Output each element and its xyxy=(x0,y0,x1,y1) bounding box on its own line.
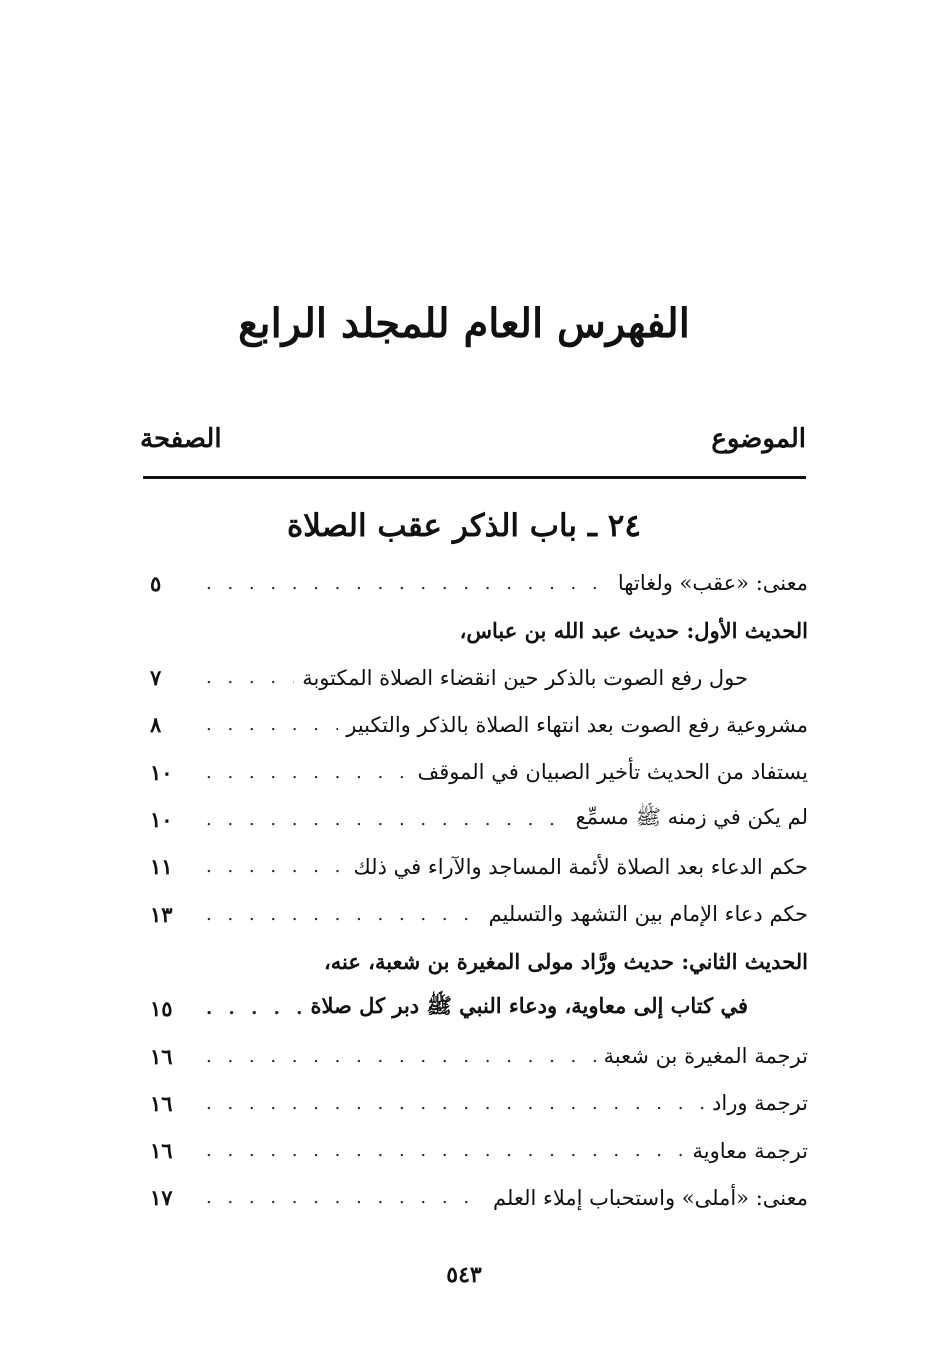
page-title: الفهرس العام للمجلد الرابع xyxy=(238,300,690,347)
toc-entry-page: ٧ xyxy=(150,665,162,691)
toc-entry-page: ١١ xyxy=(150,854,173,880)
toc-dot-leader xyxy=(206,809,568,830)
toc-entry-page: ١٧ xyxy=(150,1185,173,1211)
toc-entry-topic: لم يكن في زمنه ﷺ مسمِّع xyxy=(575,805,808,829)
column-header-page: الصفحة xyxy=(140,424,222,454)
toc-entry-topic: معنى: «عقب» ولغاتها xyxy=(617,571,808,595)
toc-dot-leader xyxy=(206,904,481,925)
toc-entry-topic: ترجمة المغيرة بن شعبة xyxy=(603,1044,808,1068)
toc-entry-topic: حول رفع الصوت بالذكر حين انقضاء الصلاة المكتوبة xyxy=(302,665,748,690)
toc-dot-leader xyxy=(206,1187,485,1208)
toc-entry xyxy=(150,1037,808,1075)
toc-entry xyxy=(150,564,808,602)
toc-dot-leader xyxy=(206,1140,684,1161)
toc-entry xyxy=(150,848,808,886)
toc-entry-page: ١٠ xyxy=(150,807,173,832)
toc-entry xyxy=(150,706,808,744)
toc-dot-leader xyxy=(206,1093,704,1114)
toc-entry-topic: معنى: «أملى» واستحباب إملاء العلم xyxy=(493,1185,808,1210)
toc-entry-topic: الحديث الثاني: حديث ورَّاد مولى المغيرة بن شعبة، عنه، xyxy=(323,948,808,974)
toc-entry-page: ١٦ xyxy=(150,1138,173,1164)
toc-entry-page: ٨ xyxy=(150,712,162,738)
toc-entry xyxy=(150,1179,808,1217)
toc-dot-leader xyxy=(206,998,302,1019)
toc-entry-page: ١٦ xyxy=(150,1043,173,1069)
toc-entry xyxy=(150,801,808,839)
toc-entry xyxy=(150,990,808,1028)
toc-entry xyxy=(150,611,808,649)
toc-entry-topic: حكم دعاء الإمام بين التشهد والتسليم xyxy=(488,902,808,927)
toc-entry-page: ٥ xyxy=(150,570,162,596)
toc-entry-page: ١٠ xyxy=(150,759,173,785)
toc-dot-leader xyxy=(206,573,610,594)
toc-entry-topic: الحديث الأول: حديث عبد الله بن عباس، xyxy=(459,617,808,643)
column-header-topic: الموضوع xyxy=(711,424,806,454)
toc-dot-leader xyxy=(206,714,338,735)
toc-entry xyxy=(150,1132,808,1170)
toc-entry-page: ١٥ xyxy=(150,996,173,1022)
toc-entry-topic: ترجمة وراد xyxy=(712,1091,808,1116)
toc-entry-page: ١٣ xyxy=(150,901,173,927)
toc-entry xyxy=(150,1084,808,1122)
toc-entry xyxy=(150,753,808,791)
page-number: ٥٤٣ xyxy=(446,1262,482,1288)
toc-dot-leader xyxy=(206,856,345,877)
toc-entry-topic: حكم الدعاء بعد الصلاة لأئمة المساجد والآراء في ذلك xyxy=(353,854,808,879)
toc-dot-leader xyxy=(206,667,294,688)
toc-dot-leader xyxy=(206,762,410,783)
toc-entry xyxy=(150,942,808,980)
toc-entry xyxy=(150,659,808,697)
section-title: ٢٤ ـ باب الذكر عقب الصلاة xyxy=(286,508,642,544)
toc-entry-topic: مشروعية رفع الصوت بعد انتهاء الصلاة بالذكر والتكبير xyxy=(346,712,808,737)
toc-entry xyxy=(150,895,808,933)
toc-dot-leader xyxy=(206,1046,596,1067)
toc-entry-topic: يستفاد من الحديث تأخير الصبيان في الموقف xyxy=(417,760,808,785)
toc-entry-page: ١٦ xyxy=(150,1090,173,1116)
header-divider xyxy=(143,476,806,479)
toc-entry-topic: في كتاب إلى معاوية، ودعاء النبي ﷺ دبر كل صلاة xyxy=(310,993,748,1019)
toc-entry-topic: ترجمة معاوية xyxy=(692,1138,808,1163)
